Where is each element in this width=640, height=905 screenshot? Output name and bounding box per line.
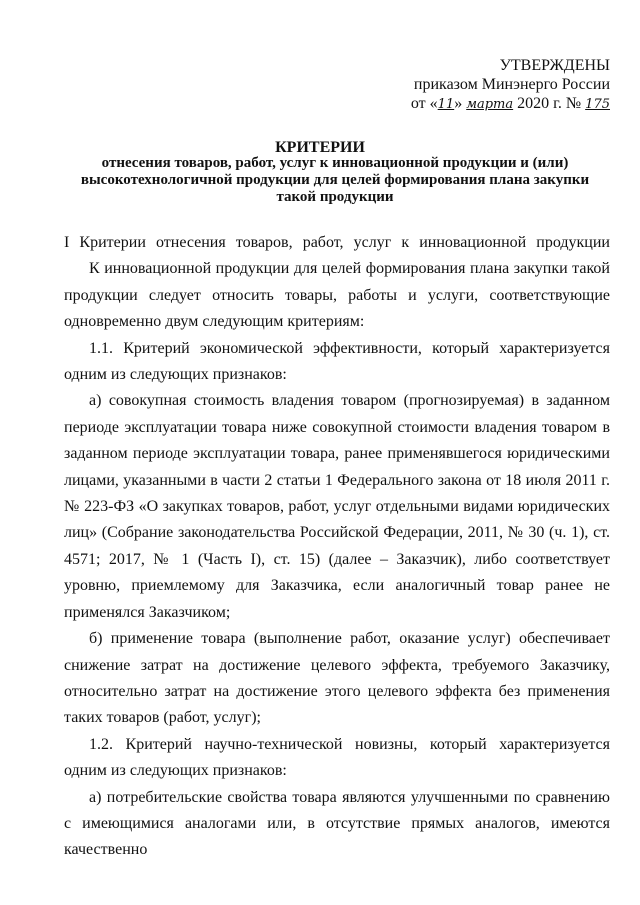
handwritten-month: марта (466, 97, 514, 112)
paragraph: а) потребительские свойства товара являются улучшенными по сравнению с имеющимися аналогами или, в отсутствие прямых аналогов, имеются качественно (64, 788, 610, 859)
date-suffix: 2020 г. № (513, 95, 586, 112)
paragraph: К инновационной продукции для целей формирования плана закупки такой продукции следует относить товары, работы и услуги, соответствующие одновременно двум следующим критериям: (64, 260, 610, 331)
approval-date-line (0, 94, 610, 114)
paragraph: а) совокупная стоимость владения товаром (прогнозируемая) в заданном периоде эксплуатации товара ниже совокупной стоимости владения товаром в заданном периоде эксплуатации товара, ранее применявшегося юридическими лицами, указанными в части 2 статьи 1 Федерального закона от 18 июля 2011 г. № 223-ФЗ «О закупках товаров, работ, услуг отдельными видами юридических лиц» (Собрание законодательства Российской Федерации, 2011, № 30 (ч. 1), ст. 4571; 2017, № 1 (Часть I), ст. 15) (далее – Заказчик), либо соответствует уровню, приемлемому для Заказчика, если аналогичный товар ранее не применялся Заказчиком; (64, 392, 610, 621)
paragraph: 1.2. Критерий научно-технической новизны, который характеризуется одним из следующих признаков: (64, 735, 610, 780)
paragraph: б) применение товара (выполнение работ, оказание услуг) обеспечивает снижение затрат на достижение целевого эффекта, требуемого Заказчику, относительно затрат на достижение этого целевого эффекта без применения таких товаров (работ, услуг); (64, 630, 610, 727)
date-prefix: от « (410, 95, 438, 112)
date-mid: » (454, 95, 467, 112)
handwritten-day: 11 (437, 97, 455, 112)
document-subtitle: отнесения товаров, работ, услуг к инновационной продукции и (или) высокотехнологичной продукции для целей формирования плана закупки такой продукции (80, 155, 590, 205)
approval-block (0, 56, 610, 114)
handwritten-number: 175 (585, 97, 610, 112)
paragraph: 1.1. Критерий экономической эффективности, который характеризуется одним из следующих признаков: (64, 339, 610, 384)
approval-order: приказом Минэнерго России (413, 76, 610, 93)
section-heading: I Критерии отнесения товаров, работ, услуг к инновационной продукции (64, 234, 610, 251)
document-title: КРИТЕРИИ (275, 139, 365, 156)
approval-title: УТВЕРЖДЕНЫ (499, 57, 610, 74)
document-body (64, 230, 610, 864)
